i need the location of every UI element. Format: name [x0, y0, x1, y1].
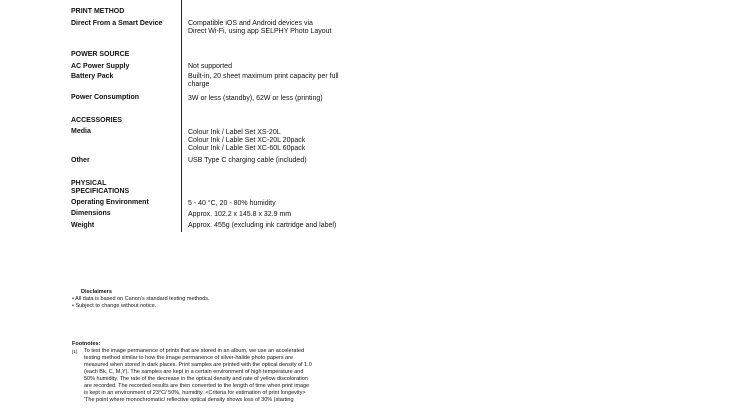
power-consumption-value: 3W or less (standby), 62W or less (printing): [188, 95, 323, 102]
operating-environment-value: 5 - 40 °C, 20 - 80% humidity: [188, 200, 276, 207]
physical-specifications-heading: PHYSICAL SPECIFICATIONS: [71, 180, 130, 195]
disclaimers-title: Disclaimers: [81, 289, 112, 295]
other-label: Other: [71, 157, 90, 164]
disclaimers-block: [72, 289, 210, 310]
ac-power-supply-value: Not supported: [188, 63, 232, 70]
footnotes-title: Footnotes:: [72, 341, 101, 347]
disclaimer-item: • All data is based on Canon's standard testing methods.: [72, 296, 210, 302]
accessories-heading: ACCESSORIES: [71, 117, 122, 124]
footnote-1: [1] To test the image permanence of prints that are stored in an album, we use an accelerated testing method similar to how the image permanence of silver-halide photo papers are measured when stored in dark places. Print samples are printed with the optical density of 1.0 (each Bk, C, M,Y). The samples are kept in a certain environment of high temperature and 50% humidity. The rate of the decrease in the optical density and rate of yellow discoloration are recorded. The recorded results are then converted to the length of time when print image is kept in an environment of 23°C/ 50%, humidity. <Criteria for estimation of print longevity> 'The point where monochromatic/ reflective optical density shows loss of 30% (starting: [72, 348, 312, 403]
power-consumption-label: Power Consumption: [71, 94, 140, 101]
direct-smart-device-value: Compatible iOS and Android devices via Direct Wi-Fi, using app SELPHY Photo Layout: [188, 20, 332, 35]
footnotes-block: [72, 341, 372, 404]
footnote-marker: [1]: [72, 349, 78, 354]
direct-smart-device-label: Direct From a Smart Device: [71, 20, 163, 27]
weight-label: Weight: [71, 222, 95, 229]
disclaimer-item: • Subject to change without notice.: [72, 303, 157, 309]
weight-value: Approx. 455g (excluding ink cartridge and label): [188, 222, 337, 229]
column-divider: [181, 0, 182, 232]
media-label: Media: [71, 128, 91, 135]
other-value: USB Type C charging cable (included): [188, 157, 307, 164]
dimensions-label: Dimensions: [71, 210, 111, 217]
print-method-heading: PRINT METHOD: [71, 8, 125, 15]
media-value: Colour Ink / Label Set XS-20L Colour Ink / Lable Set XC-20L 20pack Colour Ink / Lable Set XC-60L 60pack: [188, 129, 306, 152]
ac-power-supply-label: AC Power Supply: [71, 63, 130, 70]
power-source-heading: POWER SOURCE: [71, 51, 130, 58]
battery-pack-value: Built-in, 20 sheet maximum print capacity per full charge: [188, 73, 339, 88]
operating-environment-label: Operating Environment: [71, 199, 149, 206]
dimensions-value: Approx. 102.2 x 145.8 x 32.9 mm: [188, 211, 292, 218]
battery-pack-label: Battery Pack: [71, 73, 114, 80]
